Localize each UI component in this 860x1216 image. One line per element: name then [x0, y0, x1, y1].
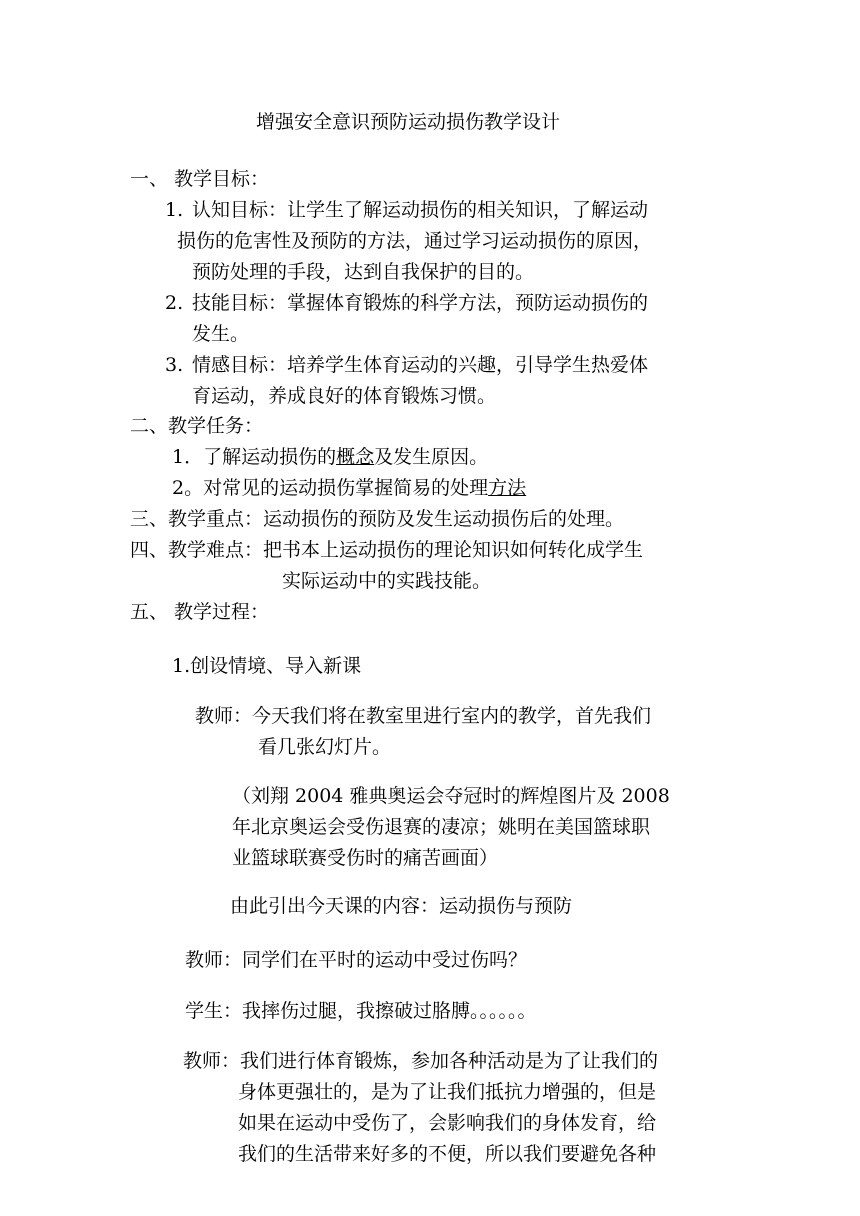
teacher-line-1a: 教师：今天我们将在教室里进行室内的教学，首先我们 [195, 705, 652, 727]
goal-3-number: 3. [165, 354, 184, 376]
slide-note-line-1: （刘翔 2004 雅典奥运会夺冠时的辉煌图片及 2008 [232, 785, 670, 807]
goal-2-line-1: 技能目标：掌握体育锻炼的科学方法，预防运动损伤的 [192, 292, 649, 314]
task-1-text-c: 及发生原因。 [374, 446, 489, 468]
teacher-line-3b: 身体更强壮的，是为了让我们抵抗力增强的，但是 [238, 1081, 657, 1103]
section-4-line-1: 四、教学难点：把书本上运动损伤的理论知识如何转化成学生 [130, 539, 644, 561]
lesson-intro: 由此引出今天课的内容：运动损伤与预防 [230, 895, 573, 917]
step-1-heading: 1.创设情境、导入新课 [172, 655, 362, 677]
slide-note-line-3: 业篮球联赛受伤时的痛苦画面） [232, 847, 499, 869]
section-3-key-points: 三、教学重点：运动损伤的预防及发生运动损伤后的处理。 [130, 508, 625, 530]
teacher-line-1b: 看几张幻灯片。 [258, 736, 392, 758]
task-1-text-a: 1．了解运动损伤的 [172, 446, 337, 468]
task-1-concept-link[interactable]: 概念 [336, 446, 375, 468]
document-title: 增强安全意识预防运动损伤教学设计 [256, 111, 561, 133]
section-5-heading: 五、 教学过程： [130, 601, 270, 623]
goal-1-line-1: 认知目标：让学生了解运动损伤的相关知识，了解运动 [192, 199, 649, 221]
goal-2-number: 2. [165, 292, 184, 314]
goal-1-line-2: 损伤的危害性及预防的方法，通过学习运动损伤的原因， [177, 230, 653, 252]
goal-1-number: 1. [165, 199, 184, 221]
teacher-line-3c: 如果在运动中受伤了，会影响我们的身体发育，给 [238, 1112, 657, 1134]
teacher-line-3a: 教师：我们进行体育锻炼，参加各种活动是为了让我们的 [183, 1050, 659, 1072]
student-answer: 学生：我摔伤过腿，我擦破过胳膊。。。。。。 [185, 1000, 537, 1022]
slide-note-line-2: 年北京奥运会受伤退赛的凄凉；姚明在美国篮球职 [232, 816, 651, 838]
task-1 [172, 441, 488, 473]
teacher-line-3d: 我们的生活带来好多的不便，所以我们要避免各种 [238, 1143, 657, 1165]
task-2-method-link[interactable]: 方法 [488, 477, 527, 499]
task-2-text-a: 2。对常见的运动损伤掌握简易的处理 [172, 477, 489, 499]
goal-3-line-2: 育运动，养成良好的体育锻炼习惯。 [192, 385, 497, 407]
section-2-heading: 二、教学任务： [130, 415, 264, 437]
section-1-heading: 一、 教学目标： [130, 168, 270, 190]
goal-3-line-1: 情感目标：培养学生体育运动的兴趣，引导学生热爱体 [192, 354, 649, 376]
section-4-line-2: 实际运动中的实践技能。 [282, 570, 492, 592]
goal-1-line-3: 预防处理的手段，达到自我保护的目的。 [192, 261, 535, 283]
task-2 [172, 472, 526, 504]
goal-2-line-2: 发生。 [192, 323, 250, 345]
teacher-question: 教师：同学们在平时的运动中受过伤吗？ [185, 949, 528, 971]
